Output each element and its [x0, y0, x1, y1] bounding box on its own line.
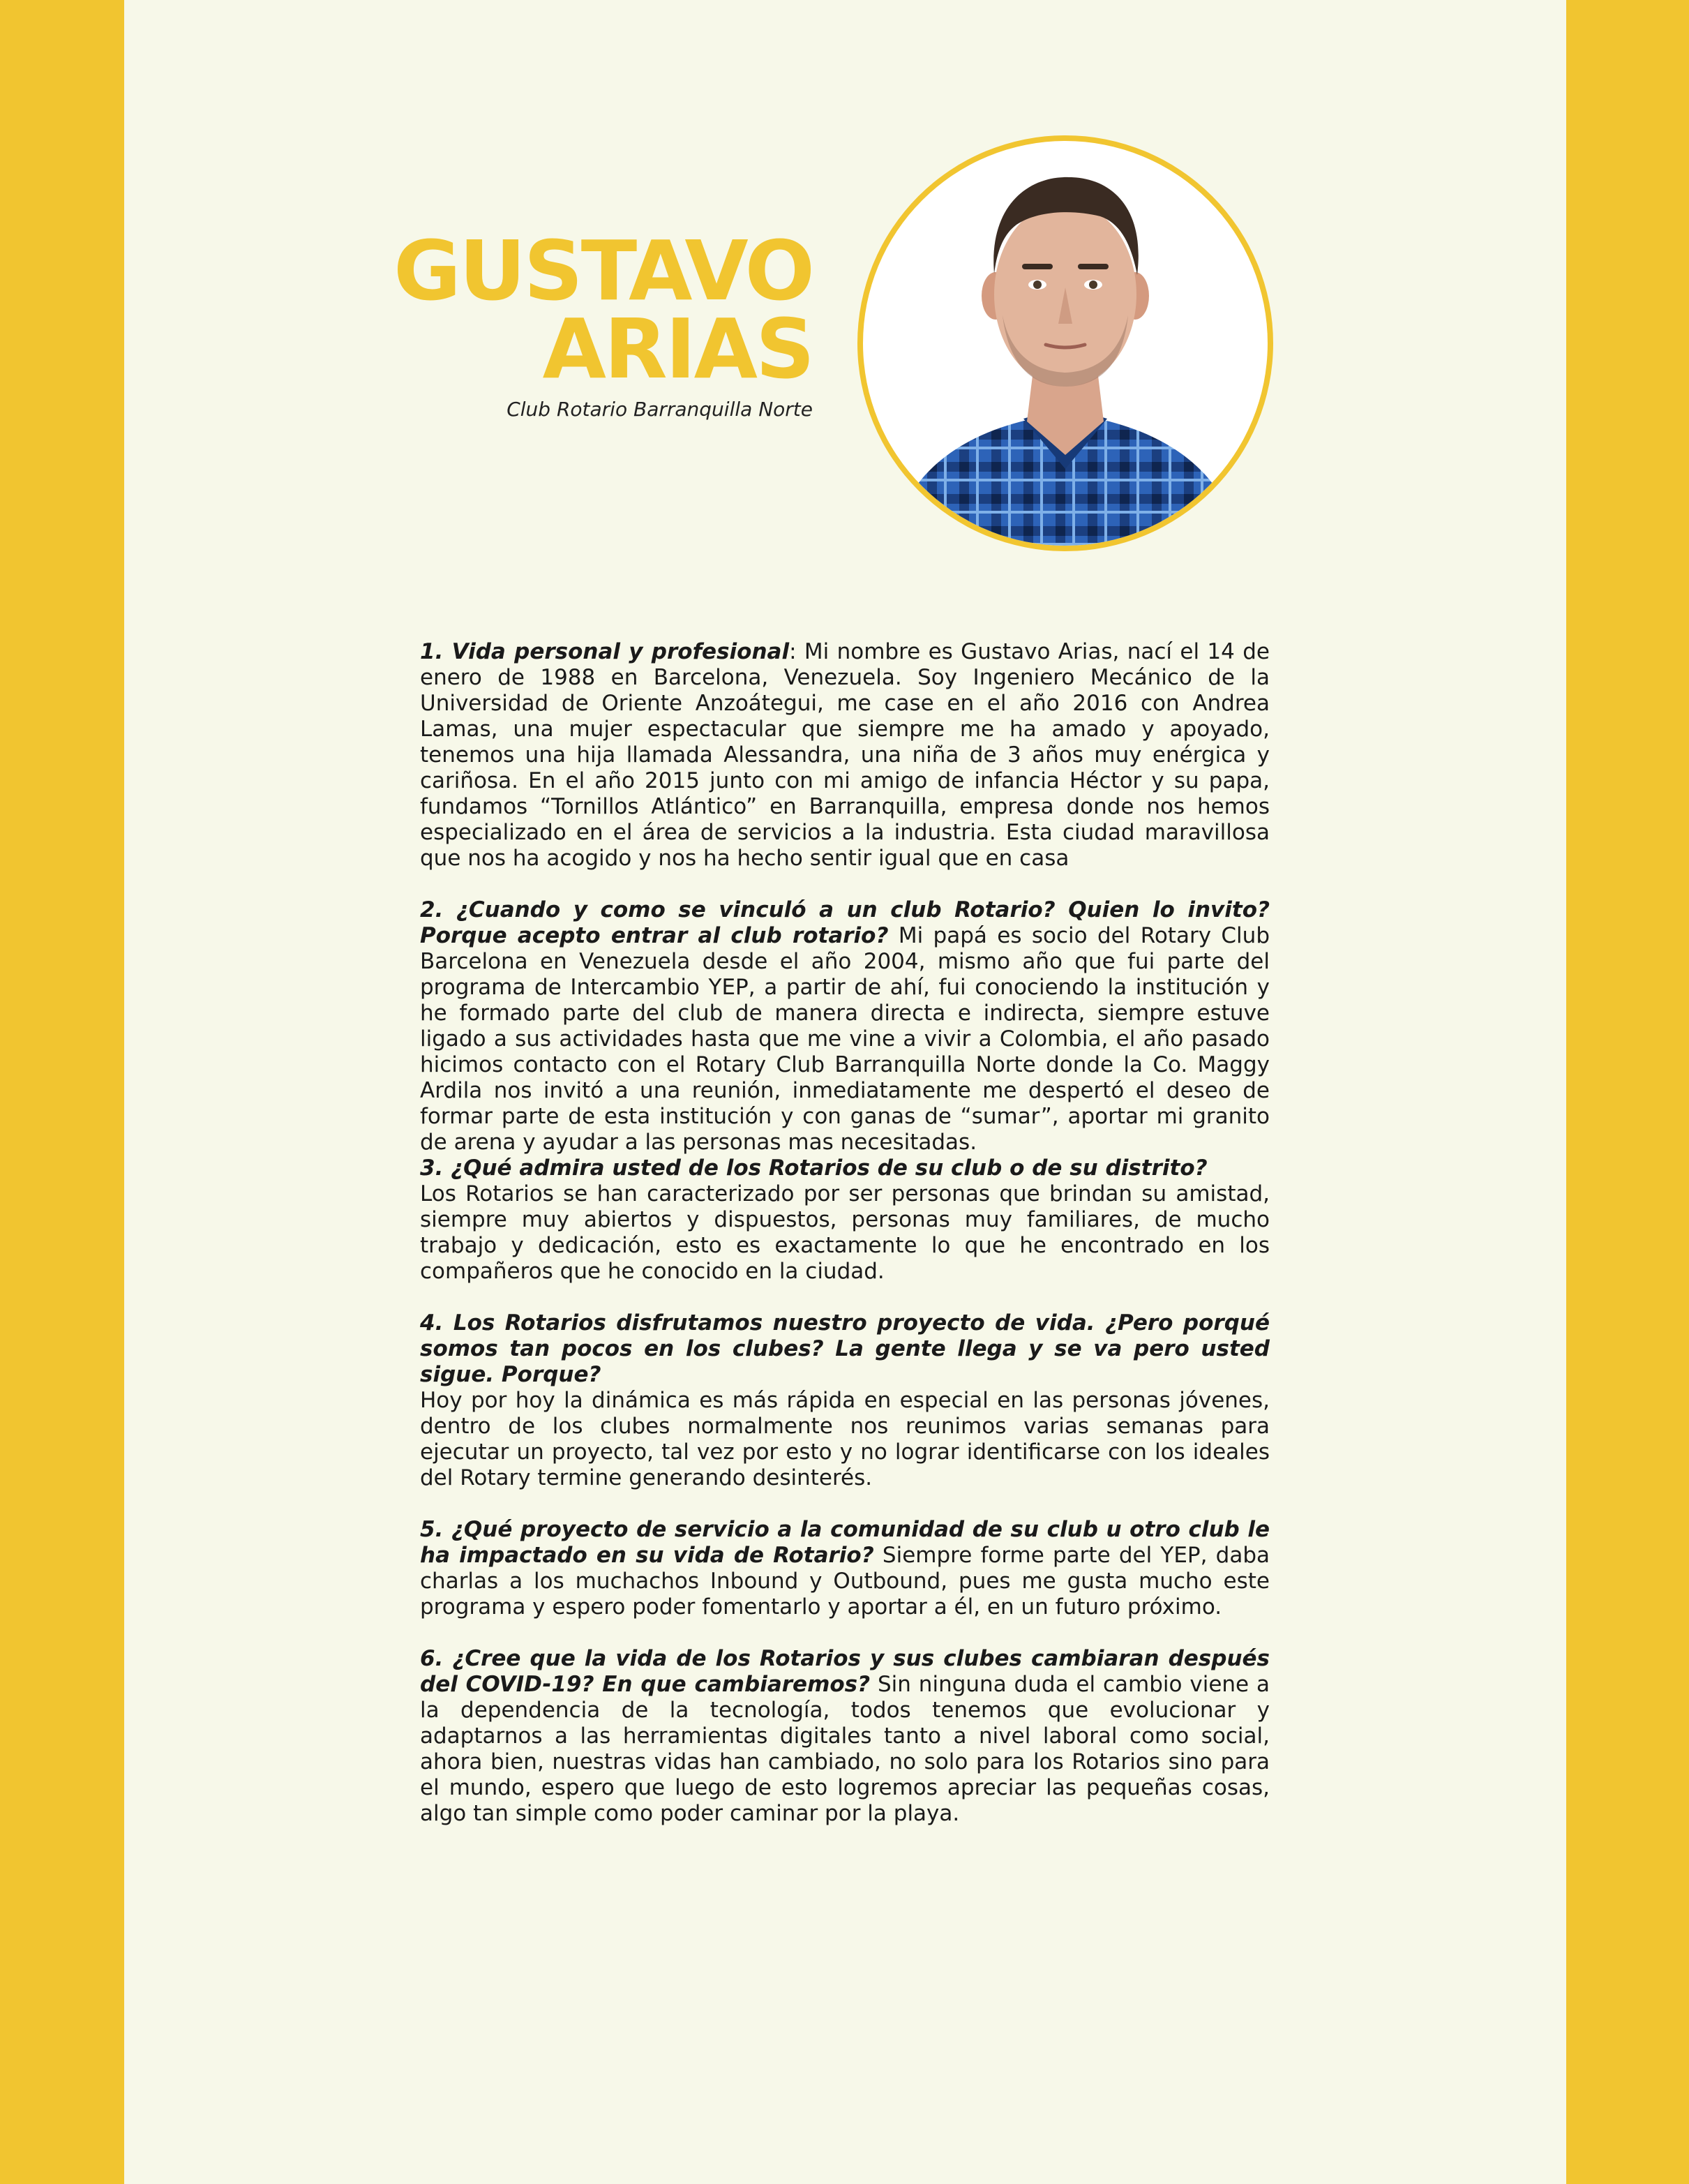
section-4 — [420, 1310, 1270, 1491]
question-3: 3. ¿Qué admira usted de los Rotarios de su club o de su distrito? — [420, 1155, 1208, 1181]
club-name: Club Rotario Barranquilla Norte — [506, 398, 813, 421]
answer-3: Los Rotarios se han caracterizado por ser personas que brindan su amistad, siempre muy abiertos y dispuestos, personas muy familiares, de mucho trabajo y dedicación, esto es exactamente lo que he encontrado en los compañeros que he conocido en la ciudad. — [420, 1181, 1270, 1284]
answer-5: Siempre forme parte del YEP, daba charlas a los muchachos Inbound y Outbound, pues me gusta mucho este programa y espero poder fomentarlo y aportar a él, en un futuro próximo. — [420, 1543, 1270, 1620]
section-1 — [420, 639, 1270, 872]
answer-6: Sin ninguna duda el cambio viene a la dependencia de la tecnología, todos tenemos que evolucionar y adaptarnos a las herramientas digitales tanto a nivel laboral como social, ahora bien, nuestras vidas han cambiado, no solo para los Rotarios sino para el mundo, espero que luego de esto logremos apreciar las pequeñas cosas, algo tan simple como poder caminar por la playa. — [420, 1672, 1270, 1826]
answer-2: Mi papá es socio del Rotary Club Barcelona en Venezuela desde el año 2004, mismo año que fui parte del programa de Intercambio YEP, a partir de ahí, fui conociendo la institución y he formado parte del club de manera directa e indirecta, siempre estuve ligado a sus actividades hasta que me vine a vivir a Colombia, el año pasado hicimos contacto con el Rotary Club Barranquilla Norte donde la Co. Maggy Ardila nos invitó a una reunión, inmediatamente me despertó el deseo de formar parte de esta institución y con ganas de “sumar”, aportar mi granito de arena y ayudar a las personas mas necesitadas. — [420, 923, 1270, 1155]
right-accent-band — [1566, 0, 1689, 2184]
portrait-photo — [863, 141, 1268, 546]
name-first: GUSTAVO — [393, 223, 813, 319]
interview-body — [420, 639, 1270, 1827]
question-5: 5. ¿Qué proyecto de servicio a la comunidad de su club u otro club le ha impactado en su vida de Rotario? — [420, 1517, 1270, 1568]
portrait-frame — [857, 135, 1273, 551]
question-1: 1. Vida personal y profesional — [420, 639, 790, 664]
question-4: 4. Los Rotarios disfrutamos nuestro proyecto de vida. ¿Pero porqué somos tan pocos en los clubes? La gente llega y se va pero usted sigue. Porque? — [420, 1310, 1270, 1387]
answer-1: : Mi nombre es Gustavo Arias, nací el 14 de enero de 1988 en Barcelona, Venezuela. Soy Ingeniero Mecánico de la Universidad de Oriente Anzoátegui, me case en el año 2016 con Andrea Lamas, una mujer espectacular que siempre me ha amado y apoyado, tenemos una hija llamada Alessandra, una niña de 3 años muy enérgica y cariñosa. En el año 2015 junto con mi amigo de infancia Héctor y su papa, fundamos “Tornillos Atlántico” en Barranquilla, empresa donde nos hemos especializado en el área de servicios a la industria. Esta ciudad maravillosa que nos ha acogido y nos ha hecho sentir igual que en casa — [420, 639, 1270, 871]
answer-4: Hoy por hoy la dinámica es más rápida en especial en las personas jóvenes, dentro de los clubes normalmente nos reunimos varias semanas para ejecutar un proyecto, tal vez por esto y no lograr identificarse con los ideales del Rotary termine generando desinterés. — [420, 1388, 1270, 1490]
question-2: 2. ¿Cuando y como se vinculó a un club Rotario? Quien lo invito? Porque acepto entrar al club rotario? — [420, 897, 1270, 948]
person-name — [393, 223, 813, 397]
portrait-illustration — [863, 141, 1268, 546]
section-5 — [420, 1517, 1270, 1620]
left-accent-band — [0, 0, 124, 2184]
section-2 — [420, 897, 1270, 1155]
name-last: ARIAS — [542, 301, 813, 397]
section-6 — [420, 1646, 1270, 1827]
section-3 — [420, 1155, 1270, 1285]
question-6: 6. ¿Cree que la vida de los Rotarios y sus clubes cambiaran después del COVID-19? En que cambiaremos? — [420, 1646, 1270, 1697]
